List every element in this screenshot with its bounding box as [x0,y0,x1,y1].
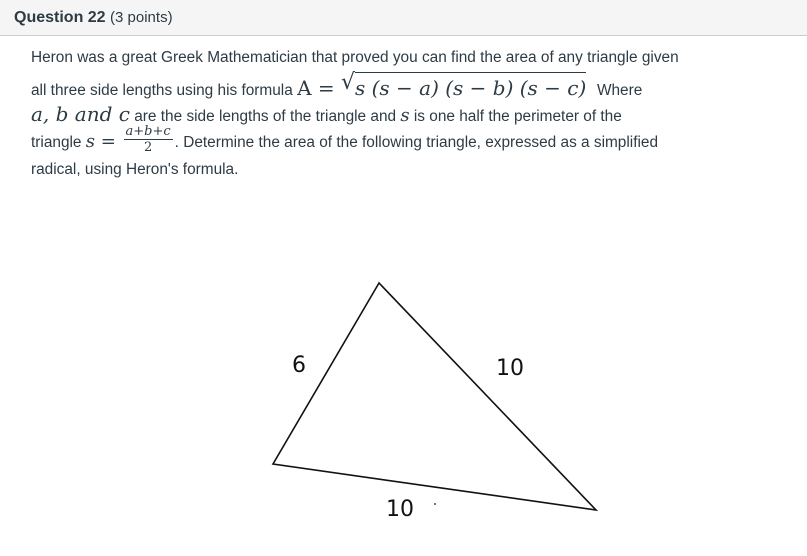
triangle-shape [273,283,596,510]
formula-intro: all three side lengths using his formula [31,82,293,99]
formula-lhs: A = [297,76,341,100]
formula-where: Where [596,82,643,99]
question-text [31,44,781,184]
question-line-2 [31,72,781,100]
question-points: (3 points) [110,9,173,26]
semi-perimeter-eq: s = [85,131,122,152]
question-line-4 [31,124,781,156]
question-line-5: radical, using Heron's formula. [31,161,239,178]
side-description: are the side lengths of the triangle and [134,108,397,125]
question-title [14,9,173,27]
side-label-right: 10 [496,356,524,381]
radical-sign-icon: √ [341,70,356,95]
question-number: Question 22 [14,9,106,26]
fraction-denominator: 2 [143,140,153,156]
heron-formula [297,70,593,100]
stray-dot [434,503,436,505]
side-label-left: 6 [292,353,306,378]
triangle-word: triangle [31,134,82,151]
semi-perimeter-fraction [124,125,173,154]
semi-perimeter-variable: s [400,105,410,126]
task-instruction: . Determine the area of the following triangle, expressed as a simplified [174,134,659,151]
formula-radical [341,72,586,102]
fraction-numerator: a+b+c [125,124,171,140]
question-line-1: Heron was a great Greek Mathematician that proved you can find the area of any triangle given [31,49,679,66]
triangle-drawing [240,270,620,540]
semi-perimeter-description: is one half the perimeter of the [413,108,622,125]
side-variables: a, b and c [31,102,130,126]
question-header [0,0,807,36]
formula-radicand: s (s − a) (s − b) (s − c) [355,72,586,102]
triangle-figure [240,270,620,540]
side-label-bottom: 10 [386,497,414,522]
